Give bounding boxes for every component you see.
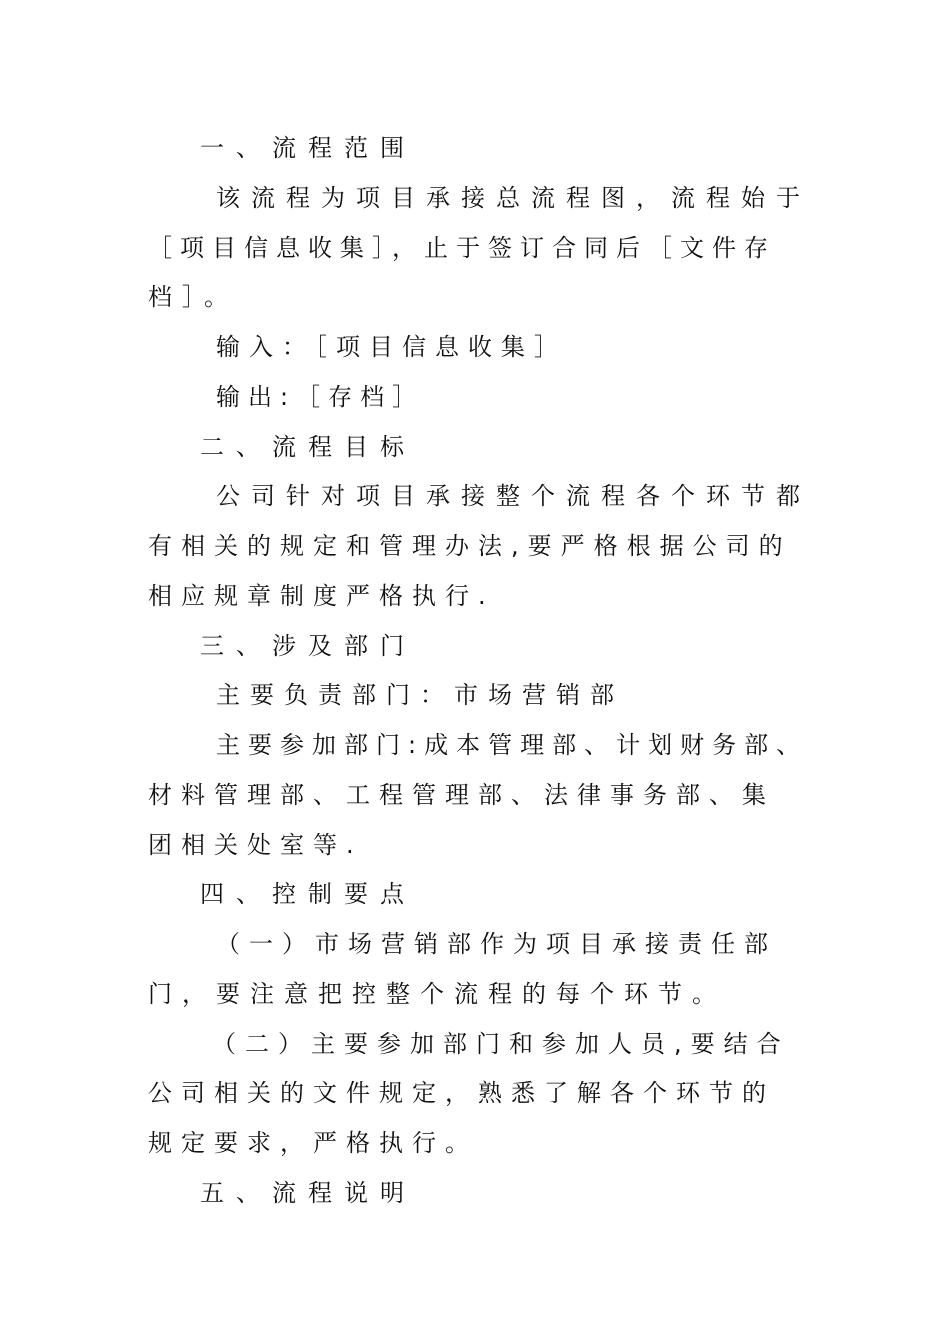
paragraph-line: ［项目信息收集］，止于签订合同后［文件存: [148, 234, 776, 262]
paragraph-line: 材料管理部、工程管理部、法律事务部、集: [148, 781, 775, 809]
paragraph-line: 主要负责部门：市场营销部: [216, 681, 624, 709]
paragraph-line: 主要参加部门:成本管理部、计划财务部、: [216, 731, 809, 759]
section-heading-1: 一、流程范围: [200, 134, 416, 162]
paragraph-line: 规定要求，严格执行。: [148, 1129, 478, 1157]
paragraph-line: 公司针对项目承接整个流程各个环节都: [216, 482, 811, 510]
paragraph-line: 有相关的规定和管理办法,要严格根据公司的: [148, 532, 792, 560]
paragraph-line: （一）市场营销部作为项目承接责任部: [216, 930, 777, 958]
paragraph-line: 门，要注意把控整个流程的每个环节。: [148, 980, 726, 1008]
paragraph-line: 团相关处室等.: [148, 831, 363, 859]
section-heading-2: 二、流程目标: [200, 433, 416, 461]
paragraph-line: （二）主要参加部门和参加人员,要结合: [212, 1030, 790, 1058]
paragraph-line: 公司相关的文件规定，熟悉了解各个环节的: [148, 1079, 775, 1107]
paragraph-line: 相应规章制度严格执行.: [148, 582, 495, 610]
section-heading-4: 四、控制要点: [200, 880, 416, 908]
paragraph-line: 档］。: [148, 283, 238, 311]
paragraph-line: 该流程为项目承接总流程图，流程始于: [216, 184, 811, 212]
input-line: 输入：［项目信息收集］: [216, 333, 567, 361]
section-heading-5: 五、流程说明: [200, 1179, 416, 1207]
output-line: 输出:［存档］: [216, 383, 425, 411]
section-heading-3: 三、涉及部门: [200, 632, 416, 660]
